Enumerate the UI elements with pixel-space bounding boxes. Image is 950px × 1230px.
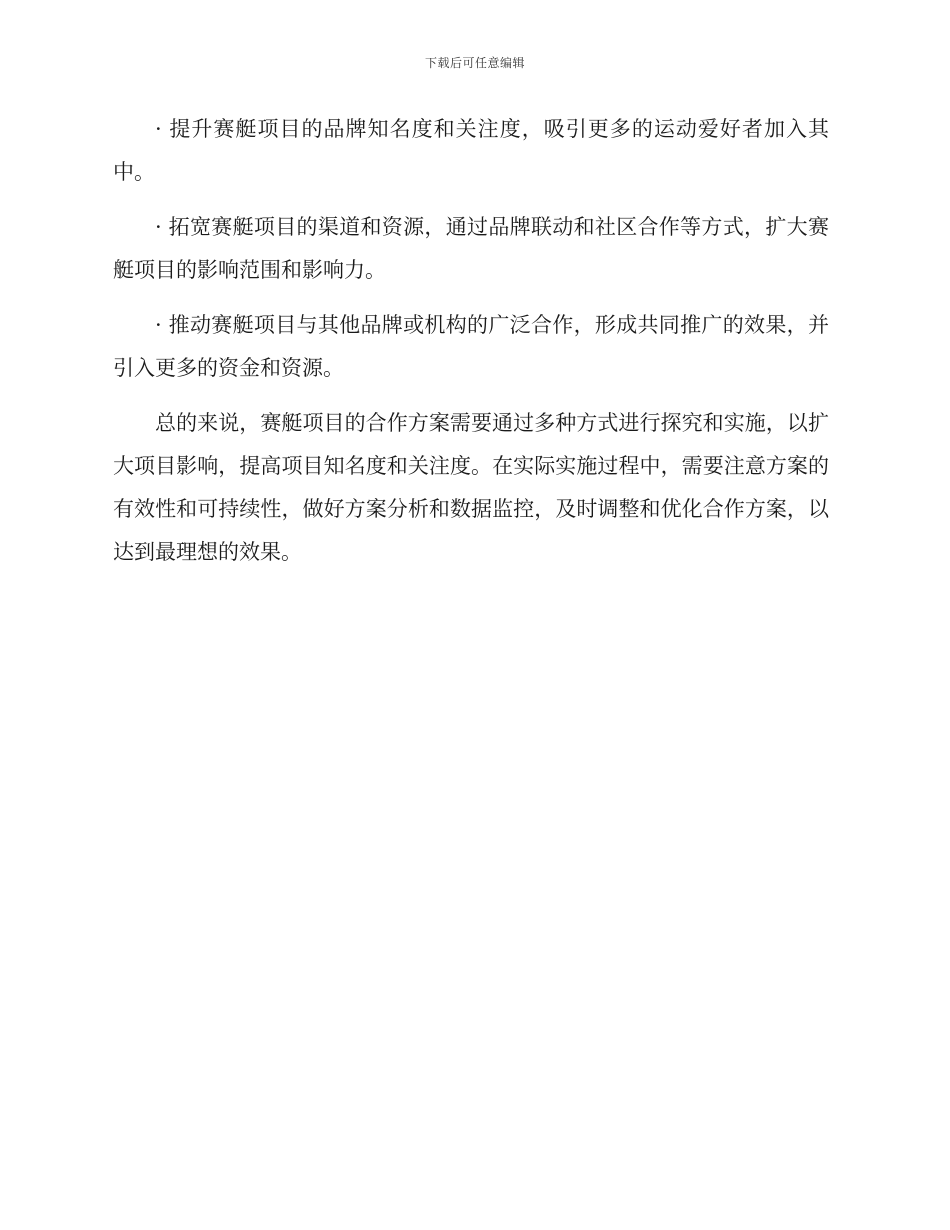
page-header: 下载后可任意编辑 <box>424 56 525 70</box>
bullet-paragraph-cooperation: · 推动赛艇项目与其他品牌或机构的广泛合作，形成共同推广的效果，并引入更多的资金和资源。 <box>113 313 829 380</box>
bullet-paragraph-brand: · 提升赛艇项目的品牌知名度和关注度，吸引更多的运动爱好者加入其中。 <box>113 117 829 184</box>
summary-paragraph: 总的来说，赛艇项目的合作方案需要通过多种方式进行探究和实施，以扩大项目影响，提高项目知名度和关注度。在实际实施过程中，需要注意方案的有效性和可持续性，做好方案分析和数据监控，及时调整和优化合作方案，以达到最理想的效果。 <box>113 411 829 564</box>
bullet-paragraph-channels: · 拓宽赛艇项目的渠道和资源，通过品牌联动和社区合作等方式，扩大赛艇项目的影响范围和影响力。 <box>113 215 829 282</box>
document-body <box>113 108 829 586</box>
